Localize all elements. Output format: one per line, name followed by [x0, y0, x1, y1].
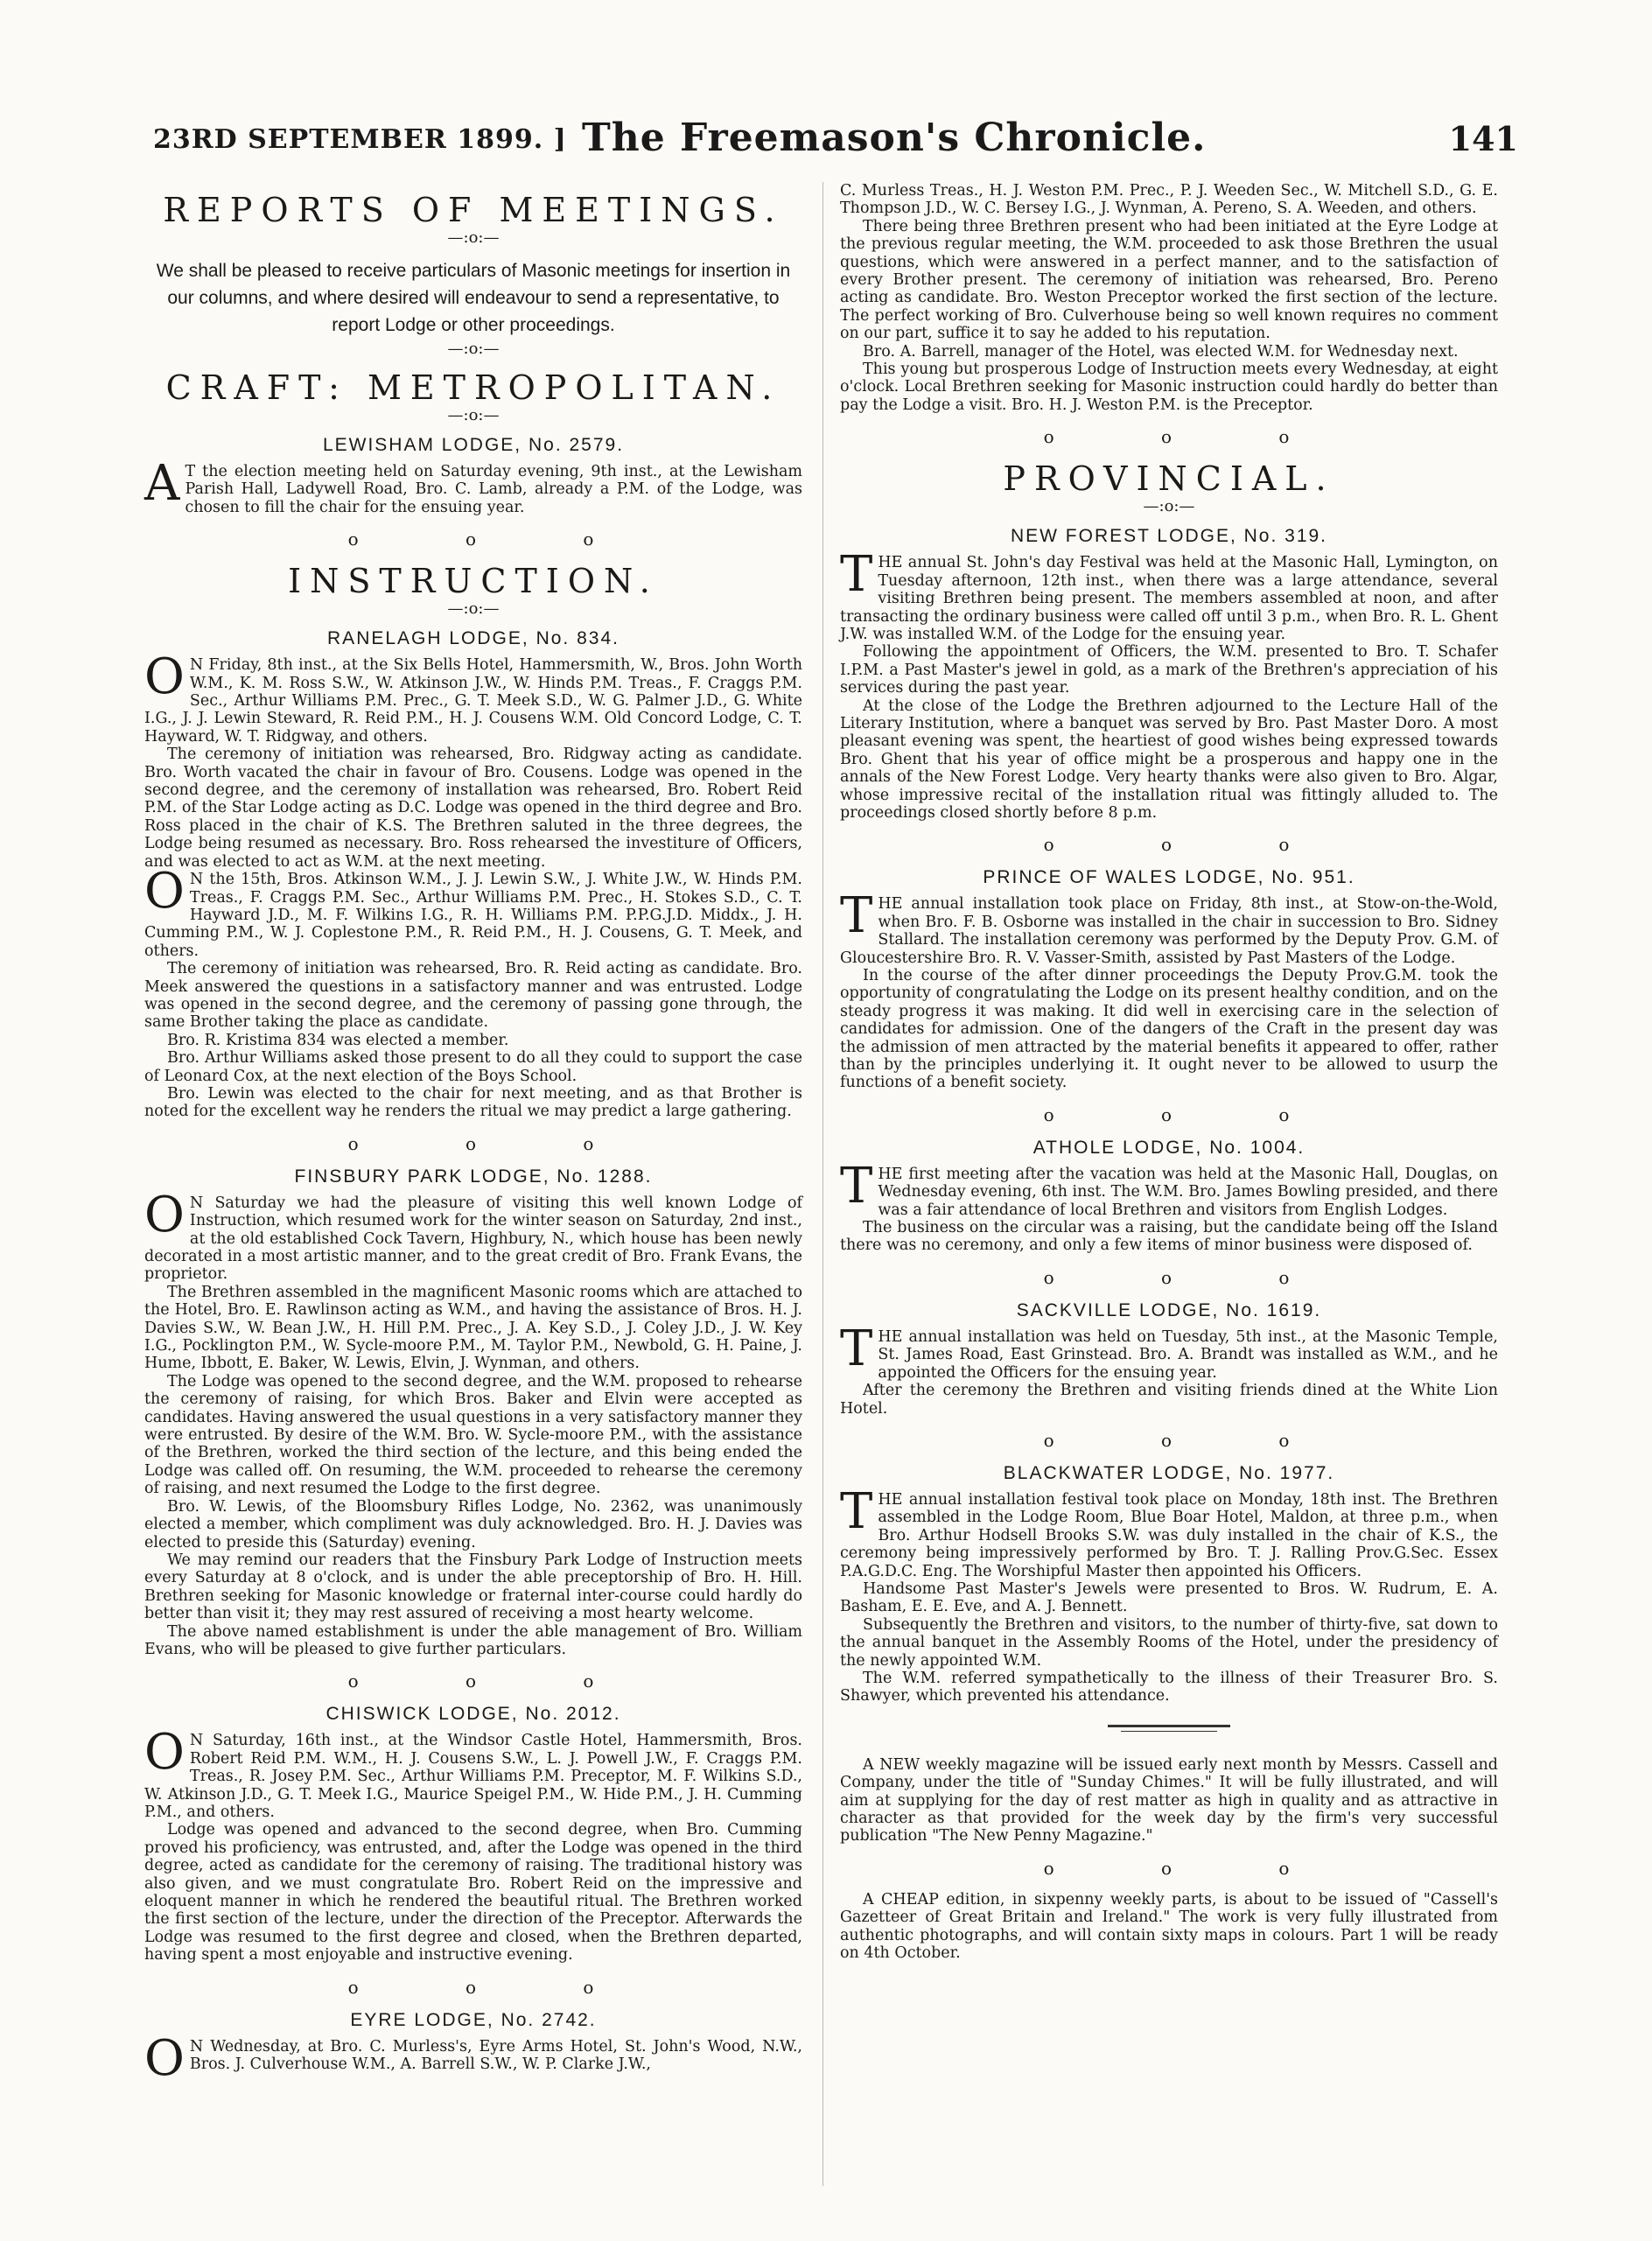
eyre-lodge-report: [144, 2009, 802, 2087]
separator: —:o:—: [447, 406, 500, 424]
gazetteer-notice: A CHEAP edition, in sixpenny weekly parts, is about to be issued of "Cassell's Gazetteer of Great Britain and Ireland." The work is very fully illustrated from authentic photographs, and will contain sixty maps in colours. Part 1 will be ready on 4th October.: [840, 1890, 1498, 1963]
drop-cap: T: [840, 546, 873, 604]
report-paragraph: Subsequently the Brethren and visitors, to the number of thirty-five, sat down to the annual banquet in the Assembly Rooms of the Hotel, under the presidency of the newly appointed W.M.: [840, 1615, 1498, 1670]
drop-cap: O: [144, 863, 185, 921]
chiswick-lodge-report: [144, 1704, 802, 1964]
prince-of-wales-lodge-report: [840, 867, 1498, 1091]
report-paragraph: Bro. R. Kristima 834 was elected a member.: [167, 1031, 509, 1049]
report-paragraph: THE annual installation took place on Friday, 8th inst., at Stow-on-the-Wold, when Bro. F. B. Osborne was installed in the chair in succession to Bro. Sidney Stallard. The installation ceremony was performed by the Deputy Prov. G.M. of Gloucestershire Bro. R. V. Vasser-Smith, assisted by Past Masters of the Lodge.: [840, 887, 1498, 967]
report-paragraph: We may remind our readers that the Finsbury Park Lodge of Instruction meets every Saturday at 8 o'clock, and is under the able preceptorship of Bro. H. Hill. Brethren seeking for Masonic knowledge or fraternal inter-course could hardly do better than visit it; they may rest assured of receiving a most hearty welcome.: [144, 1551, 802, 1623]
report-paragraph: This young but prosperous Lodge of Instruction meets every Wednesday, at eight o'clock. Local Brethren seeking for Masonic instruction could hardly do better than pay the Lodge a visit. Bro. H. J. Weston P.M. is the Preceptor.: [840, 361, 1498, 414]
section-ornament: o o o: [1043, 1266, 1340, 1288]
report-paragraph: C. Murless Treas., H. J. Weston P.M. Prec., P. J. Weeden Sec., W. Mitchell S.D., G. E. Thompson J.D., W. C. Bersey I.G., J. Wynman, A. Pereno, S. A. Weeden, and others.: [840, 182, 1498, 218]
reports-heading: REPORTS OF MEETINGS.: [163, 191, 784, 229]
separator: —:o:—: [447, 599, 500, 619]
left-column: [144, 182, 802, 2087]
drop-cap: O: [144, 648, 185, 706]
instruction-heading: INSTRUCTION.: [288, 562, 659, 601]
report-paragraph: Following the appointment of Officers, the W.M. presented to Bro. T. Schafer I.P.M. a Past Master's jewel in gold, as a mark of the Brethren's appreciation of his services during the past year.: [840, 643, 1498, 697]
magazine-notice: A NEW weekly magazine will be issued early next month by Messrs. Cassell and Company, under the title of "Sunday Chimes." It will be fully illustrated, and will aim at supplying for the day of rest matter as high in quality and as attractive in character as that provided for the week day by the firm's very successful publication "The New Penny Magazine.": [840, 1755, 1498, 1845]
report-paragraph: The ceremony of initiation was rehearsed, Bro. R. Reid acting as candidate. Bro. Meek answered the questions in a satisfactory manner and was entrusted. Lodge was opened in the second degree, and the ceremony of passing gone through, the same Brother taking the place as candidate.: [144, 960, 802, 1032]
report-paragraph: THE first meeting after the vacation was held at the Masonic Hall, Douglas, on Wednesday evening, 6th inst. The W.M. Bro. James Bowling presided, and there was a fair attendance of local Brethren and visitors from English Lodges.: [840, 1157, 1498, 1219]
report-paragraph: O N Friday, 8th inst., at the Six Bells Hotel, Hammersmith, W., Bros. John Worth W.M., K. M. Ross S.W., W. Atkinson J.W., W. Hinds P.M. Treas., F. Craggs P.M. Sec., Arthur Williams P.M. Prec., G. T. Meek S.D., W. G. Palmer J.D., G. White I.G., J. J. Lewin Steward, R. Reid P.M., H. J. Cousens W.M. Old Concord Lodge, C. T. Hayward, W. T. Ridgway, and others.: [144, 648, 802, 746]
report-paragraph: The above named establishment is under the able management of Bro. William Evans, who will be pleased to give further particulars.: [144, 1622, 802, 1658]
report-paragraph: The Lodge was opened to the second degree, and the W.M. proposed to rehearse the ceremony of raising, for which Bros. Baker and Elvin were accepted as candidates. Having answered the usual questions in a very satisfactory manner they were entrusted. By desire of the W.M. Bro. W. Sycle-moore P.M., with the assistance of the Brethren, worked the third section of the lecture, and this being ended the Lodge was called off. On resuming, the W.M. proceeded to rehearse the ceremony of raising, and next resumed the Lodge to the first degree.: [144, 1372, 802, 1498]
section-ornament: o o o: [347, 1670, 645, 1692]
report-paragraph: Bro. W. Lewis, of the Bloomsbury Rifles Lodge, No. 2362, was unanimously elected a member, which compliment was duly acknowledged. Bro. H. J. Davies was elected to preside this (Saturday) evening.: [144, 1497, 802, 1551]
provincial-heading: PROVINCIAL.: [1003, 459, 1335, 499]
report-paragraph: THE annual installation was held on Tuesday, 5th inst., at the Masonic Temple, St. James Road, East Grinstead. Bro. A. Brandt was installed as W.M., and he appointed the Officers for the ensuing year.: [840, 1320, 1498, 1382]
lewisham-lodge-report: [144, 435, 802, 516]
drop-cap: T: [840, 1157, 873, 1215]
lodge-title: EYRE LODGE, No. 2742.: [350, 2009, 597, 2030]
separator: —:o:—: [447, 228, 500, 247]
divider-rule: [1108, 1725, 1230, 1727]
report-paragraph: The ceremony of initiation was rehearsed, Bro. Ridgway acting as candidate. Bro. Worth vacated the chair in favour of Bro. Cousens. Lodge was opened in the second degree, and the ceremony of installation was rehearsed, Bro. Robert Reid P.M. of the Star Lodge acting as D.C. Lodge was opened in the third degree and Bro. Ross placed in the chair of K.S. The Brethren saluted in the three degrees, the Lodge being resumed as necessary. Bro. Ross rehearsed the investiture of Officers, and was elected to act as W.M. at the next meeting.: [144, 746, 802, 871]
drop-cap: T: [840, 887, 873, 945]
masthead: [144, 114, 1518, 166]
report-paragraph: O N Saturday we had the pleasure of visiting this well known Lodge of Instruction, which resumed work for the winter season on Saturday, 2nd inst., at the old established Cock Tavern, Highbury, N., which house has been newly decorated in a most artistic manner, and to the great credit of Bro. Frank Evans, the proprietor.: [144, 1186, 802, 1284]
lodge-title: CHISWICK LODGE, No. 2012.: [326, 1704, 621, 1725]
report-paragraph: Lodge was opened and advanced to the second degree, when Bro. Cumming proved his proficiency, was entrusted, and, after the Lodge was opened in the third degree, acted as candidate for the ceremony of raising. The traditional history was also given, and we must congratulate Bro. Robert Reid on the impressive and eloquent manner in which he rendered the beautiful ritual. The Brethren worked the first section of the lecture, under the direction of the Preceptor. Afterwards the Lodge was resumed to the first degree and closed, when the Brethren departed, having spent a most enjoyable and instructive evening.: [144, 1821, 802, 1964]
report-paragraph: The business on the circular was a raising, but the candidate being off the Island there was no ceremony, and only a few items of minor business were disposed of.: [840, 1219, 1498, 1255]
finsbury-park-lodge-report: [144, 1166, 802, 1659]
report-paragraph: Bro. Arthur Williams asked those present to do all they could to support the case of Leonard Cox, at the next election of the Boys School.: [144, 1049, 802, 1085]
drop-cap: T: [840, 1320, 873, 1377]
section-ornament: o o o: [347, 1132, 645, 1154]
drop-cap: O: [144, 1724, 185, 1782]
report-paragraph: Bro. A. Barrell, manager of the Hotel, was elected W.M. for Wednesday next.: [863, 342, 1459, 361]
section-ornament: o o o: [347, 1976, 645, 1998]
new-forest-lodge-report: [840, 526, 1498, 822]
lodge-title: RANELAGH LODGE, No. 834.: [327, 628, 620, 649]
separator: —:o:—: [1143, 497, 1195, 516]
page-number: 141: [1448, 119, 1518, 158]
drop-cap: T: [840, 1482, 873, 1540]
report-paragraph: O N Wednesday, at Bro. C. Murless's, Eyre Arms Hotel, St. John's Wood, N.W., Bros. J. Culverhouse W.M., A. Barrell S.W., W. P. Clarke J.W.,: [144, 2029, 802, 2087]
section-ornament: o o o: [347, 529, 645, 550]
intro-notice: We shall be pleased to receive particulars of Masonic meetings for insertion in our columns, and where desired will endeavour to send a representative, to report Lodge or other proceedings.: [156, 261, 791, 335]
report-paragraph: There being three Brethren present who had been initiated at the Eyre Lodge at the previous regular meeting, the W.M. proceeded to ask those Brethren the usual questions, which were answered in a perfect manner, and to the satisfaction of every Brother present. The ceremony of initiation was rehearsed, Bro. Pereno acting as candidate. Bro. Weston Preceptor worked the first section of the lecture. The perfect working of Bro. Culverhouse being so well known requires no comment on our part, suffice it to say he added to his reputation.: [840, 217, 1498, 343]
separator: —:o:—: [447, 340, 500, 358]
report-paragraph: After the ceremony the Brethren and visiting friends dined at the White Lion Hotel.: [840, 1382, 1498, 1418]
lodge-title: BLACKWATER LODGE, No. 1977.: [1003, 1462, 1335, 1483]
report-paragraph: In the course of the after dinner proceedings the Deputy Prov.G.M. took the opportunity of congratulating the Lodge on its present healthy condition, and on the steady progress it was making. It did well in exercising care in the selection of candidates for admission. One of the dangers of the Craft in the present day was the admission of men attracted by the material benefits it appeared to offer, rather than by the principles underlying it. It ought never to be allowed to usurp the functions of a benefit society.: [840, 967, 1498, 1092]
report-paragraph: The Brethren assembled in the magnificent Masonic rooms which are attached to the Hotel, Bro. E. Rawlinson acting as W.M., and having the assistance of Bros. H. J. Davies S.W., W. Bean J.W., H. Hill P.M. Prec., J. A. Key S.D., J. Coley J.D., J. W. Key I.G., Pocklington P.M., W. Sycle-moore P.M., M. Taylor P.M., Newbold, G. H. Paine, J. Hume, Ibbott, E. Baker, W. Lewis, Elvin, J. Wynman, and others.: [144, 1283, 802, 1373]
athole-lodge-report: [840, 1138, 1498, 1255]
lodge-title: SACKVILLE LODGE, No. 1619.: [1016, 1299, 1322, 1320]
issue-date: 23RD SEPTEMBER 1899. ]: [153, 124, 567, 155]
report-paragraph: O N the 15th, Bros. Atkinson W.M., J. J. Lewin S.W., J. White J.W., W. Hinds P.M. Treas., F. Craggs P.M. Sec., Arthur Williams P.M. Prec., H. Stokes S.D., C. T. Hayward J.D., M. F. Wilkins I.G., R. H. Williams P.M. P.P.G.J.D. Middx., J. H. Cumming P.M., W. J. Coplestone P.M., R. Reid P.M., H. J. Cousens, G. T. Meek, and others.: [144, 863, 802, 960]
report-paragraph: A T the election meeting held on Saturday evening, 9th inst., at the Lewisham Parish Hall, Ladywell Road, Bro. C. Lamb, already a P.M. of the Lodge, was chosen to fill the chair for the ensuing year.: [144, 455, 802, 516]
section-ornament: o o o: [1043, 1103, 1340, 1125]
ranelagh-lodge-report: [144, 628, 802, 1121]
report-paragraph: Bro. Lewin was elected to the chair for next meeting, and as that Brother is noted for the excellent way he renders the ritual we may predict a large gathering.: [144, 1084, 802, 1121]
report-paragraph: O N Saturday, 16th inst., at the Windsor Castle Hotel, Hammersmith, Bros. Robert Reid P.M. W.M., H. J. Cousens S.W., L. J. Powell J.W., F. Craggs P.M. Treas., R. Josey P.M. Sec., Arthur Williams P.M. Preceptor, M. F. Wilkins S.D., W. Atkinson J.D., G. T. Meek I.G., Maurice Speigel P.M., W. Hide P.M., J. H. Cumming P.M., and others.: [144, 1724, 802, 1821]
lodge-title: ATHOLE LODGE, No. 1004.: [1032, 1137, 1306, 1158]
lodge-title: FINSBURY PARK LODGE, No. 1288.: [294, 1166, 653, 1187]
blackwater-lodge-report: [840, 1463, 1498, 1705]
sackville-lodge-report: [840, 1300, 1498, 1418]
column-divider: [822, 182, 823, 2186]
drop-cap: O: [144, 2029, 185, 2087]
report-paragraph: The W.M. referred sympathetically to the illness of their Treasurer Bro. S. Shawyer, which prevented his attendance.: [840, 1669, 1498, 1705]
lodge-title: NEW FOREST LODGE, No. 319.: [1010, 526, 1328, 547]
divider-rule: [1121, 1731, 1217, 1732]
lodge-title: PRINCE OF WALES LODGE, No. 951.: [983, 867, 1355, 888]
lodge-title: LEWISHAM LODGE, No. 2579.: [322, 435, 625, 455]
section-ornament: o o o: [1043, 1857, 1340, 1879]
eyre-lodge-report-continued: [840, 182, 1498, 414]
right-column: [840, 182, 1498, 1962]
report-paragraph: THE annual installation festival took place on Monday, 18th inst. The Brethren assembled in the Lodge Room, Blue Boar Hotel, Maldon, at three p.m., when Bro. Arthur Hodsell Brooks S.W. was duly installed in the chair of K.S., the ceremony being impressively performed by Bro. T. J. Ralling Prov.G.Sec. Essex P.A.G.D.C. Eng. The Worshipful Master then appointed his Officers.: [840, 1482, 1498, 1580]
craft-metropolitan-heading: CRAFT: METROPOLITAN.: [165, 368, 781, 407]
section-ornament: o o o: [1043, 834, 1340, 856]
report-paragraph: THE annual St. John's day Festival was held at the Masonic Hall, Lymington, on Tuesday afternoon, 12th inst., when there was a large attendance, several visiting Brethren being present. The members assembled at noon, and after transacting the ordinary business were called off until 3 p.m., when Bro. R. L. Ghent J.W. was installed W.M. of the Lodge for the ensuing year.: [840, 546, 1498, 643]
report-paragraph: Handsome Past Master's Jewels were presented to Bros. W. Rudrum, E. A. Basham, E. E. Eve, and A. J. Bennett.: [840, 1579, 1498, 1616]
section-ornament: o o o: [1043, 426, 1340, 448]
report-paragraph: At the close of the Lodge the Brethren adjourned to the Lecture Hall of the Literary Institution, where a banquet was served by Bro. Past Master Doro. A most pleasant evening was spent, the heartiest of good wishes being expressed towards Bro. Ghent that his year of office might be a prosperous and happy one in the annals of the New Forest Lodge. Very hearty thanks were also given to Bro. Algar, whose impressive recital of the installation ritual was fittingly alluded to. The proceedings closed shortly before 8 p.m.: [840, 697, 1498, 822]
drop-cap: A: [144, 455, 180, 512]
publication-title: The Freemason's Chronicle.: [582, 116, 1207, 160]
section-ornament: o o o: [1043, 1429, 1340, 1451]
drop-cap: O: [144, 1186, 185, 1243]
